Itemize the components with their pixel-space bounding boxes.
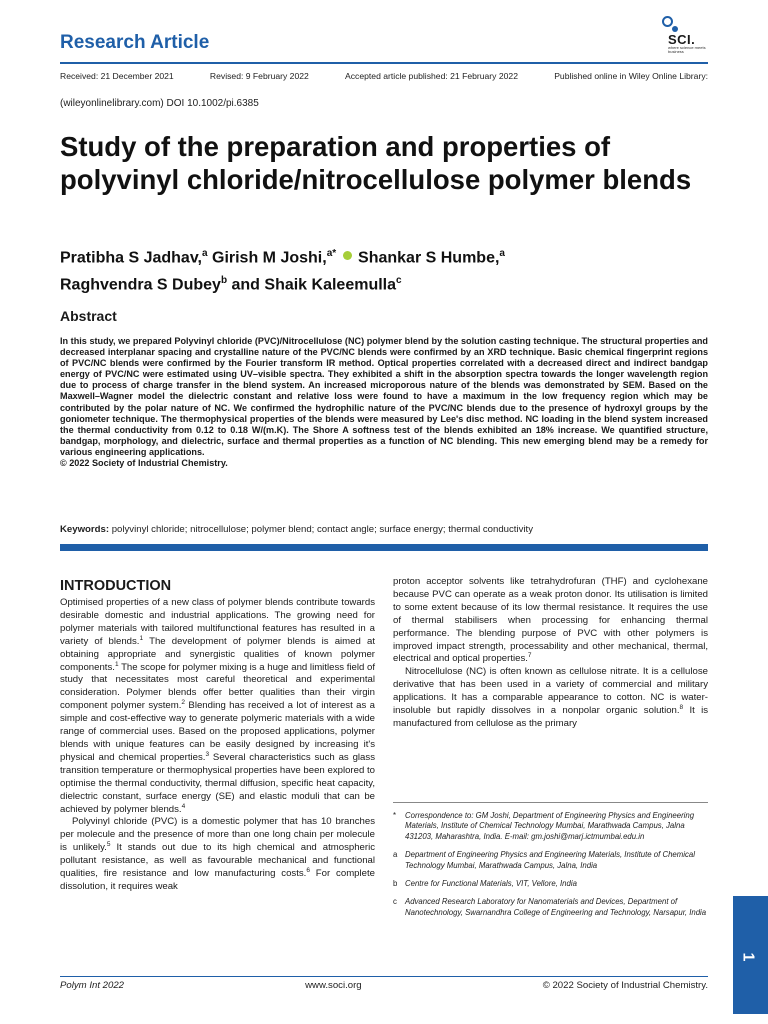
body-paragraph — [60, 597, 375, 816]
logo-tagline: where science meets business — [668, 45, 706, 54]
body-column-right — [393, 576, 708, 731]
footnote-affiliation-b — [393, 879, 708, 889]
footnote-mark: c — [393, 897, 397, 907]
text-run: The development of polymer blends is aimed at obtaining appropriate and synergistic qualities of known polymer components. — [60, 635, 375, 673]
footnote-text: Advanced Research Laboratory for Nanomaterials and Devices, Department of Nanotechnology, Swarnandhra College of Engineering and Technology, Narsapur, India — [405, 897, 707, 917]
orcid-icon[interactable] — [343, 251, 352, 260]
footnote-text: Correspondence to: GM Joshi, Department of Engineering Physics and Engineering Materials, Institute of Chemical Technology Mumbai, Marathwada Campus, Jalna 431203, Maharashtra, India. E-mail: gm.joshi@marj.ictmumbai.edu.in — [405, 811, 695, 841]
author-name[interactable]: Shankar S Humbe, — [353, 249, 500, 267]
footnotes — [393, 802, 708, 918]
footer-journal: Polym Int 2022 — [60, 980, 124, 991]
date-accepted: Accepted article published: 21 February 2022 — [345, 71, 518, 81]
author-name[interactable]: Shaik Kaleemulla — [264, 276, 397, 294]
logo-ring-icon — [662, 16, 673, 27]
author-name[interactable]: Girish M Joshi, — [207, 249, 327, 267]
affiliation-mark: a — [201, 248, 208, 259]
author-conjunction: and — [227, 276, 265, 294]
reference-link[interactable]: 2 — [181, 699, 186, 707]
footnote-affiliation-a — [393, 850, 708, 871]
keywords-text: polyvinyl chloride; nitrocellulose; polymer blend; contact angle; surface energy; thermal conductivity — [109, 524, 533, 535]
text-run: It stands out due to its high chemical and atmospheric pollutant resistance, as well as favourable mechanical and functional qualities, fire resistance and low manufacturing costs. — [60, 842, 375, 880]
footnote-mark: a — [393, 850, 398, 860]
text-run: Nitrocellulose (NC) is often known as cellulose nitrate. It is a cellulose derivative that has been used in a variety of commercial and military applications. It has a comparable appearance to cotton. NC is water-insoluble but rapidly dissolves in a nonpolar organic solution. — [393, 666, 708, 717]
doi-line[interactable]: (wileyonlinelibrary.com) DOI 10.1002/pi.6385 — [60, 98, 259, 109]
footnote-text: Department of Engineering Physics and Engineering Materials, Institute of Chemical Technology Mumbai, Marathwada Campus, Jalna, India — [405, 850, 695, 870]
article-title: Study of the preparation and properties of polyvinyl chloride/nitrocellulose polymer blends — [60, 131, 692, 195]
affiliation-mark: c — [396, 275, 402, 287]
introduction-heading: INTRODUCTION — [60, 578, 172, 594]
footnote-mark: * — [393, 811, 397, 820]
keywords-label: Keywords: — [60, 524, 110, 535]
reference-link[interactable]: 5 — [106, 841, 111, 849]
abstract-heading: Abstract — [60, 308, 117, 324]
abstract-text: In this study, we prepared Polyvinyl chloride (PVC)/Nitrocellulose (NC) polymer blend by the solution casting technique. The structural properties and decreased interplanar spacing and crystalline nature of the PVC/NC blends were confirmed by an XRD technique. Basic chemical fingerprint regions of PVC/NC blends were confirmed by the Fourier transform IR method. Optical properties correlated with a decreased direct and indirect bandgap energy of PVC/NC were estimated using UV–visible spectra. They exhibited a shift in the absorption spectra towards the longer wavelength region due to process of charge transfer in the blend system. An increased microporous nature of the blends was demonstrated by SEM. Based on the Maxwell–Wagner model the dielectric constant and relative loss were found to have a maximum in the low frequency region which may be contributed by the polar nature of NC. We confirmed the hydrophilic nature of the PVC/NC blends due to the presence of hydroxyl groups by the goniometer technique. The thermophysical properties of the blends were measured by Lee's disc method. NC loading in the blend system increased the thermal conductivity from 0.12 to 0.18 W/(m.K). The Shore A softness test of the blends exhibited an 18% increase. We quantified structure, bandgap, morphology, and dielectric, surface and thermal properties as a function of NC blending. This new emerging blend may be a remedy for various engineering applications. — [60, 336, 708, 457]
text-run: Blending has received a lot of interest as a simple and cost-effective way to generate polymeric materials with a wide range of commercial uses. Based on the proposed applications, polymer blends with unique features can be easily designed by increasing it's physical and chemical properties. — [60, 700, 375, 763]
text-run: For complete dissolution, it requires weak — [60, 868, 375, 892]
body-paragraph — [393, 576, 708, 666]
author-list — [60, 242, 700, 297]
date-published: Published online in Wiley Online Library: — [554, 71, 708, 81]
abstract-body — [60, 336, 708, 469]
affiliation-mark: b — [220, 275, 228, 287]
logo-word: SCI. — [668, 32, 696, 47]
reference-link[interactable]: 1 — [139, 634, 144, 642]
footer-copyright: © 2022 Society of Industrial Chemistry. — [542, 980, 708, 991]
page-number: 1 — [739, 952, 757, 962]
reference-link[interactable]: 1 — [114, 660, 119, 668]
reference-link[interactable]: 8 — [679, 703, 684, 711]
keywords-line — [60, 524, 708, 535]
text-run: It is manufactured from cellulose as the primary — [393, 705, 708, 729]
body-column-left — [60, 578, 375, 894]
text-run: proton acceptor solvents like tetrahydrofuran (THF) and cyclohexane because PVC can operate as a weak proton donor. Its utilisation is limited to some extent because of its low thermal resistance. It requires the use of thermal stabilisers when processing for enhancing thermal performance. The blending purpose of PVC with other polymers is improved impact strength, processability and other mechanical, thermal, electrical and optical properties. — [393, 576, 708, 665]
footer-url[interactable]: www.soci.org — [305, 980, 362, 991]
page-footer — [60, 980, 708, 991]
page-number-tab — [733, 896, 768, 1014]
body-paragraph — [60, 816, 375, 893]
article-type-label: Research Article — [60, 32, 210, 53]
text-run: Several characteristics such as glass transition temperature or thermophysical properties have been explored to optimise the thermal conductivity, thermal diffusion, specific heat capacity, dielectric constant, surface energy (SE) and elastic moduli that can be achieved by polymer blends. — [60, 751, 375, 815]
body-paragraph — [393, 666, 708, 731]
text-run: The scope for polymer mixing is a huge and limitless field of study that necessitates most careful theoretical and experimental consideration. Polymer blends offer better qualities than their virgin component polymer system. — [60, 661, 375, 712]
text-run: Polyvinyl chloride (PVC) is a domestic polymer that has 10 branches per molecule and the presence of more than one long chain per molecule is unlikely. — [60, 816, 375, 854]
footer-rule — [60, 976, 708, 977]
date-received: Received: 21 December 2021 — [60, 71, 174, 81]
footnote-correspondence — [393, 811, 708, 842]
date-revised: Revised: 9 February 2022 — [209, 71, 309, 81]
affiliation-mark: a — [499, 248, 505, 259]
reference-link[interactable]: 6 — [306, 866, 310, 874]
author-name[interactable]: Pratibha S Jadhav, — [60, 249, 202, 267]
reference-link[interactable]: 3 — [205, 750, 210, 758]
abstract-copyright: © 2022 Society of Industrial Chemistry. — [60, 458, 228, 469]
reference-link[interactable]: 7 — [527, 652, 532, 660]
text-run: Optimised properties of a new class of polymer blends contribute towards desirable domestic and industrial applications. The growing need for polymer materials with tailored multifunctional features has resulted in a variety of blends. — [60, 597, 375, 647]
header-rule — [60, 62, 708, 64]
author-name[interactable]: Raghvendra S Dubey — [60, 276, 221, 294]
section-divider — [60, 544, 708, 551]
footnote-affiliation-c — [393, 897, 708, 918]
affiliation-mark: a* — [326, 248, 337, 259]
reference-link[interactable]: 4 — [181, 802, 186, 810]
footnote-mark: b — [393, 879, 398, 889]
footnote-text: Centre for Functional Materials, VIT, Vellore, India — [405, 879, 577, 889]
publication-dates — [60, 71, 708, 81]
sci-logo — [660, 14, 708, 52]
